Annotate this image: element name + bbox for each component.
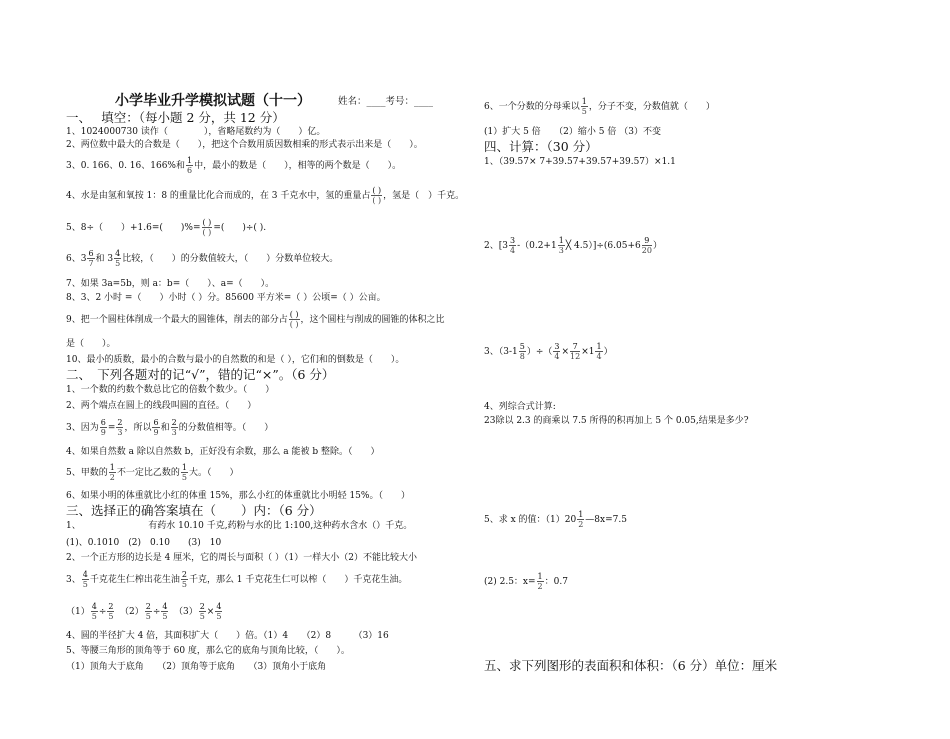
fraction: $\frac{1}{6}$: [186, 156, 193, 175]
choice-2: 2、一个正方形的边长是 4 厘米，它的周长与面积（ ）（1）一样大小（2）不能比较大小: [66, 553, 417, 563]
calc-4: 4、列综合式计算:: [484, 402, 556, 412]
judge-6: 6、如果小明的体重就比小红的体重 15%，那么小红的体重就比小明轻 15%。（ ）: [66, 491, 410, 501]
fraction: $\frac{1}{5}$: [581, 97, 587, 116]
fraction: $\frac{3}{4}$: [554, 342, 560, 361]
fraction: $\frac{1}{2}$: [109, 463, 115, 482]
calc-6: (2) 2.5：x= $\frac{1}{2}$ ：0.7: [484, 572, 568, 591]
fraction: $\frac{4}{5}$: [216, 602, 222, 621]
fraction: ( ) ( ): [202, 218, 212, 237]
fraction: $\frac{2}{5}$: [181, 570, 187, 589]
fraction: ( ) ( ): [372, 186, 382, 205]
question-1-5: 5、8÷（ ）+1.6=( )%= ( ) ( ) =( )÷( ).: [66, 218, 267, 237]
fraction: $\frac{1}{5}$: [181, 463, 187, 482]
question-1-9: 9、把一个圆柱体削成一个最大的圆锥体，削去的部分占 ( ) ( ) ，这个圆柱与削成的圆锥的体积之比: [66, 310, 445, 329]
question-1-10: 10、最小的质数，最小的合数与最小的自然数的和是（ ），它们和的倒数是（ ）。: [66, 355, 405, 365]
judge-3: 3、因为 $\frac{6}{9}$ = $\frac{2}{3}$ ，所以 $\frac{6}{9}$ 和 $\frac{2}{3}$ 的分数值相等。（ ）: [66, 418, 274, 437]
calc-2: 2、[3 $\frac{3}{4}$ -（0.2+1 $\frac{1}{3}$ ╳ 4.5）]÷(6.05+6 $\frac{9}{20}$ ）: [484, 236, 662, 255]
fraction: $\frac{9}{20}$: [641, 236, 652, 255]
fraction: $\frac{6}{9}$: [100, 418, 106, 437]
fraction: $\frac{2}{3}$: [117, 418, 123, 437]
choice-5-options: （1）顶角大于底角 （2）顶角等于底角 （3）顶角小于底角: [66, 662, 327, 672]
choice-3-options: （1） $\frac{4}{5}$ ÷ $\frac{2}{5}$ （2） $\frac{2}{5}$ ÷ $\frac{4}{5}$ （3） $\frac{2}{5}$ × $\frac{4}{5}$: [66, 602, 222, 621]
calc-4-text: 23除以 2.3 的商乘以 7.5 所得的积再加上 5 个 0.05,结果是多少?: [484, 416, 749, 426]
calc-5: 5、求 x 的值：（1）20 $\frac{1}{2}$ —8x=7.5: [484, 510, 627, 529]
fraction: $\frac{2}{5}$: [145, 602, 151, 621]
fraction: $\frac{1}{2}$: [537, 572, 543, 591]
name-id-label: 姓名：____考号：____: [338, 96, 434, 107]
question-1-1: 1、1024000730 读作（ ），省略尾数约为（ ）亿。: [66, 127, 326, 137]
fraction: $\frac{4}{5}$: [91, 602, 97, 621]
question-1-3: 3、0. 166、0. 16、166%和 $\frac{1}{6}$ 中，最小的数是（ ），相等的两个数是（ ）。: [66, 156, 402, 175]
fraction: $\frac{1}{2}$: [578, 510, 584, 529]
question-1-2: 2、两位数中最大的合数是（ ），把这个合数用质因数相乘的形式表示出来是（ ）。: [66, 140, 423, 150]
fraction: $\frac{5}{8}$: [519, 342, 525, 361]
question-1-6: 6、3 $\frac{6}{7}$ 和 3 $\frac{4}{5}$ 比较，（ ）的分数值较大，（ ）分数单位较大。: [66, 249, 339, 268]
fraction: $\frac{3}{4}$: [509, 236, 516, 255]
fraction: $\frac{1}{3}$: [558, 236, 564, 255]
fraction: $\frac{6}{7}$: [88, 249, 94, 268]
section-4-heading: 四、计算：（30 分）: [484, 139, 598, 154]
fraction: $\frac{2}{5}$: [199, 602, 205, 621]
judge-5: 5、甲数的 $\frac{1}{2}$ 不一定比乙数的 $\frac{1}{5}$ 大。（ ）: [66, 463, 239, 482]
fraction: $\frac{2}{3}$: [171, 418, 177, 437]
fraction: $\frac{1}{4}$: [596, 342, 602, 361]
section-2-heading: 二、 下列各题对的记“√”，错的记“×”。（6 分）: [66, 367, 335, 382]
section-3-heading: 三、选择正的确答案填在（ ）内：（6 分）: [66, 503, 322, 518]
calc-3: 3、（3-1 $\frac{5}{8}$ ）÷（ $\frac{3}{4}$ × $\frac{7}{12}$ ×1 $\frac{1}{4}$ ）: [484, 342, 613, 361]
page-title: 小学毕业升学模拟试题（十一）: [115, 93, 311, 109]
choice-1-options: (1)、0.1010 (2) 0.10 (3) 10: [66, 538, 222, 548]
fraction: ( ) ( ): [289, 310, 299, 329]
question-1-4: 4、水是由氢和氧按 1：8 的重量比化合而成的，在 3 千克水中，氢的重量占 ( ) ( ) ，氢是（ ）千克。: [66, 186, 465, 205]
judge-1: 1、一个数的约数个数总比它的倍数个数少。（ ）: [66, 385, 275, 395]
fraction: $\frac{6}{9}$: [153, 418, 159, 437]
fraction: $\frac{2}{5}$: [108, 602, 114, 621]
judge-2: 2、两个端点在圆上的线段叫圆的直径。（ ）: [66, 401, 257, 411]
calc-1: 1、（39.57× 7+39.57+39.57+39.57）×1.1: [484, 157, 676, 167]
question-1-9-cont: 是（ ）。: [66, 339, 116, 349]
question-1-8: 8、3、2 小时 =（ ）小时（ ）分。85600 平方米=（ ）公顷=（ ）公亩。: [66, 293, 386, 303]
question-1-7: 7、如果 3a=5b，则 a：b=（ ）、a=（ ）。: [66, 279, 275, 289]
choice-1: 1、 有药水 10.10 千克,药粉与水的比 1:100,这种药水含水（）千克。: [66, 521, 413, 531]
fraction: $\frac{4}{5}$: [115, 249, 121, 268]
choice-6-options: (1）扩大 5 倍 （2）缩小 5 倍 （3）不变: [484, 127, 661, 137]
fraction: $\frac{7}{12}$: [570, 342, 581, 361]
section-1-heading: 一、 填空：（每小题 2 分，共 12 分）: [66, 110, 285, 125]
fraction: $\frac{4}{5}$: [82, 570, 88, 589]
judge-4: 4、如果自然数 a 除以自然数 b，正好没有余数，那么 a 能被 b 整除。（ ）: [66, 447, 380, 457]
choice-5: 5、等腰三角形的顶角等于 60 度，那么它的底角与顶角比较，（ ）。: [66, 646, 350, 656]
choice-6: 6、一个分数的分母乘以 $\frac{1}{5}$ ，分子不变，分数值就（ ）: [484, 97, 715, 116]
choice-4: 4、圆的半径扩大 4 倍，其面积扩大（ ）倍。（1）4 （2）8 （3）16: [66, 631, 389, 641]
section-5-heading: 五、求下列图形的表面积和体积：（6 分）单位：厘米: [484, 658, 778, 673]
fraction: $\frac{4}{5}$: [162, 602, 168, 621]
choice-3: 3、 $\frac{4}{5}$ 千克花生仁榨出花生油 $\frac{2}{5}$ 千克，那么 1 千克花生仁可以榨（ ）千克花生油。: [66, 570, 408, 589]
